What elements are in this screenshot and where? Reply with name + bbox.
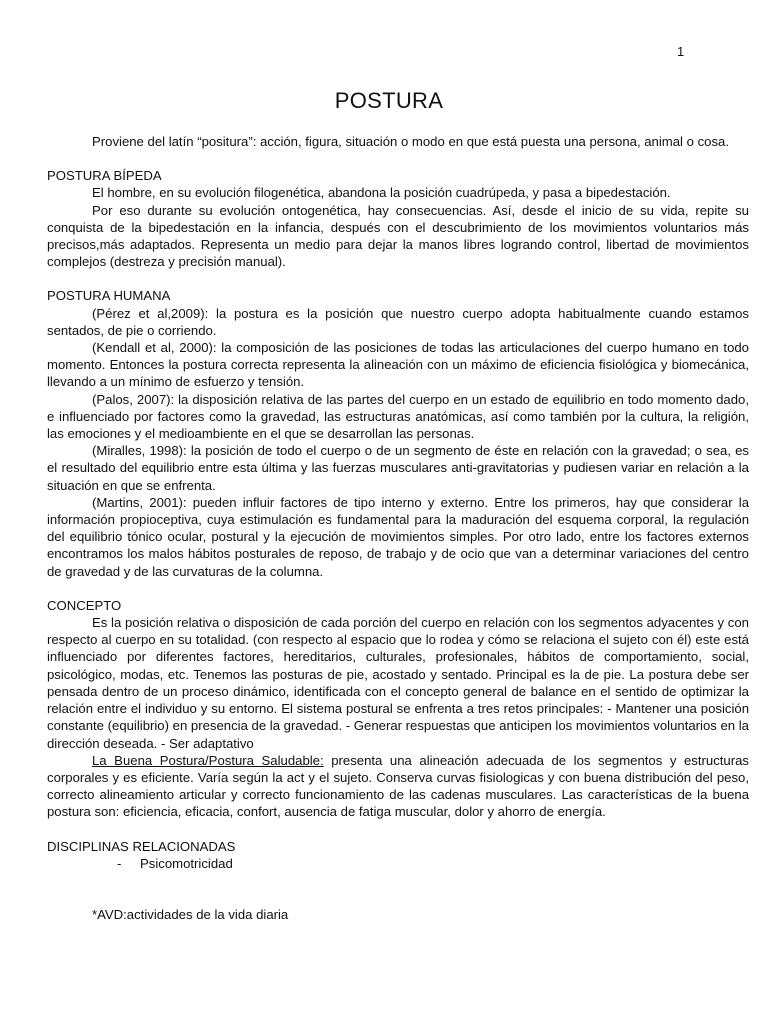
- page-title: POSTURA: [334, 88, 444, 113]
- humana-paragraph-miralles: (Miralles, 1998): la posición de todo el cuerpo o de un segmento de éste en relación con la gravedad; o sea, es el resultado del equilibrio entre esta última y las fuerzas musculares anti-gravitatorias y pudiesen variar en relación a la situación en que se enfrenta.: [47, 443, 749, 493]
- list-item: [47, 855, 749, 872]
- concepto-paragraph-1: Es la posición relativa o disposición de cada porción del cuerpo en relación con los segmentos adyacentes y con respecto al cuerpo en su totalidad. (con respecto al espacio que lo rodea y cómo se relaciona el sujeto con él) este está influenciado por diferentes factores, hereditarios, culturales, profesionales, hábitos de comportamiento, social, psicológico, modas, etc. Tenemos las posturas de pie, acostado y sentado. Principal es la de pie. La postura debe ser pensada dentro de un proceso dinámico, identificada con el concepto general de balance en el sentido de optimizar la relación entre el individuo y su entorno. El sistema postural se enfrenta a tres retos principales: - Mantener una posición constante (equilibrio) en presencia de la gravedad. - Generar respuestas que anticipen los movimientos voluntarios en la dirección deseada. - Ser adaptativo: [47, 615, 749, 751]
- intro-paragraph: Proviene del latín “positura”: acción, figura, situación o modo en que está puesta una persona, animal o cosa.: [92, 134, 729, 149]
- page-number: 1: [677, 44, 685, 59]
- footnote: *AVD:actividades de la vida diaria: [92, 906, 289, 922]
- heading-postura-humana: POSTURA HUMANA: [47, 288, 171, 304]
- humana-paragraph-martins: (Martins, 2001): pueden influir factores de tipo interno y externo. Entre los primeros, hay que considerar la información propioceptiva, cuya estimulación es fundamental para la maduración del esquema corporal, la regulación del equilibrio tónico ocular, postural y la ejecución de movimientos simples. Por otro lado, entre los factores externos encontramos los malos hábitos posturales de reposo, de trabajo y de ocio que van a determinar variaciones del centro de gravedad y de las curvaturas de la columna.: [47, 494, 749, 579]
- list-dash: -: [117, 855, 122, 871]
- heading-concepto: CONCEPTO: [47, 597, 122, 613]
- concepto-paragraph-2: [47, 752, 749, 821]
- buena-postura-text: presenta una alineación adecuada de los segmentos y estructuras corporales y es eficiente. Varía según la act y el sujeto. Conserva curvas fisiologicas y con buena distribución del peso, correcto alineamiento articular y correcto funcionamiento de las cadenas musculares. Las características de la buena postura son: eficiencia, eficacia, confort, ausencia de fatiga muscular, dolor y ahorro de energía.: [47, 752, 749, 820]
- heading-postura-bipeda: POSTURA BÍPEDA: [47, 168, 162, 184]
- heading-disciplinas: DISCIPLINAS RELACIONADAS: [47, 838, 236, 854]
- buena-postura-label: La Buena Postura/Postura Saludable:: [92, 752, 324, 768]
- humana-paragraph-palos: (Palos, 2007): la disposición relativa de las partes del cuerpo en un estado de equilibrio en todo momento dado, e influenciado por factores como la gravedad, las estructuras anatómicas, así como también por la cultura, la religión, las emociones y el medioambiente en el que se desarrollan las personas.: [47, 391, 749, 442]
- document-body: [47, 133, 749, 923]
- humana-paragraph-kendall: (Kendall et al, 2000): la composición de las posiciones de todas las articulaciones del cuerpo humano en todo momento. Entonces la postura correcta representa la alineación con un máximo de eficiencia fisiológica y biomecánica, llevando a un mínimo de esfuerzo y tensión.: [47, 340, 749, 390]
- bipeda-paragraph-1: El hombre, en su evolución filogenética, abandona la posición cuadrúpeda, y pasa a bipedestación.: [92, 185, 671, 201]
- list-item-label: Psicomotricidad: [140, 855, 233, 871]
- bipeda-paragraph-2: Por eso durante su evolución ontogenética, hay consecuencias. Así, desde el inicio de su vida, repite su conquista de la bipedestación en la infancia, después con el descubrimiento de los movimientos voluntarios más precisos,más adaptados. Representa un medio para dejar la manos libres logrando control, libertad de movimientos complejos (destreza y precisión manual).: [47, 202, 749, 270]
- humana-paragraph-perez: (Pérez et al,2009): la postura es la posición que nuestro cuerpo adopta habitualmente cuando estamos sentados, de pie o corriendo.: [47, 305, 749, 338]
